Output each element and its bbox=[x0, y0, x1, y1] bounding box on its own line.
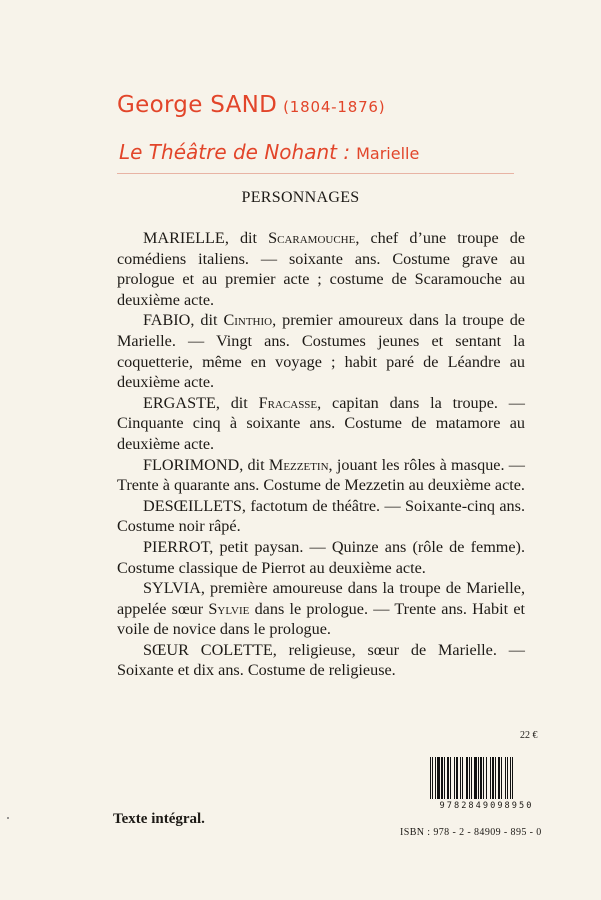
price-label: 22 € bbox=[520, 730, 538, 741]
character-description: , premier amoureux dans la troupe de Marielle. — Vingt ans. Costumes jeunes et sentant la coquetterie, même en voyage ; habit paré de Léandre au deuxième acte. bbox=[117, 311, 525, 392]
barcode-bar bbox=[450, 757, 451, 799]
barcode-bar bbox=[462, 757, 463, 799]
barcode-bar bbox=[486, 757, 487, 799]
barcode-bar bbox=[495, 757, 496, 799]
character-description: , capitan dans la troupe. — Cinquante cinq à soixante ans. Costume de matamore au deuxième acte. bbox=[117, 393, 525, 453]
character-entry: FABIO, dit Cinthio, premier amoureux dans la troupe de Marielle. — Vingt ans. Costumes jeunes et sentant la coquetterie, même en voyage ; habit paré de Léandre au deuxième acte. bbox=[117, 311, 525, 392]
isbn-label: ISBN : 978 - 2 - 84909 - 895 - 0 bbox=[400, 827, 542, 838]
barcode-bar bbox=[466, 757, 468, 799]
barcode-bar bbox=[469, 757, 470, 799]
barcode-bar bbox=[478, 757, 479, 799]
barcode-bar bbox=[512, 757, 513, 799]
barcode-bar bbox=[432, 757, 433, 799]
series-title: Le Théâtre de Nohant : bbox=[119, 140, 351, 164]
barcode-bar bbox=[492, 757, 494, 799]
character-entry bbox=[117, 640, 525, 681]
character-entry bbox=[117, 537, 525, 578]
barcode-bar bbox=[510, 757, 511, 799]
author-dates: (1804-1876) bbox=[283, 98, 386, 116]
character-entry: MARIELLE, dit Scaramouche, chef d’une troupe de comédiens italiens. — soixante ans. Costume grave au prologue et au premier acte ; costume de Scaramouche au deuxième acte. bbox=[117, 229, 526, 309]
character-name: SŒUR COLETTE bbox=[143, 640, 273, 659]
barcode-bar bbox=[441, 757, 443, 799]
barcode bbox=[426, 755, 547, 816]
barcode-bar bbox=[480, 757, 482, 799]
section-heading: PERSONNAGES bbox=[241, 189, 360, 206]
barcode-bar bbox=[447, 757, 449, 799]
barcode-bar bbox=[501, 757, 502, 799]
barcode-bar bbox=[430, 757, 431, 799]
barcode-bar bbox=[444, 757, 445, 799]
book-title bbox=[119, 140, 419, 164]
character-name: MARIELLE bbox=[143, 229, 225, 247]
barcode-bars bbox=[426, 755, 547, 801]
character-entry: SYLVIA, première amoureuse dans la troupe de Marielle, appelée sœur Sylvie dans le prologue. — Trente ans. Habit et voile de novice dans le prologue. bbox=[117, 579, 525, 639]
character-name: FLORIMOND bbox=[143, 455, 240, 474]
title-divider bbox=[117, 173, 514, 174]
barcode-bar bbox=[460, 757, 461, 799]
character-name: DESŒILLETS bbox=[143, 496, 242, 515]
character-name: SYLVIA bbox=[143, 579, 201, 598]
barcode-bar bbox=[498, 757, 500, 799]
barcode-digits: 9782849098950 bbox=[439, 801, 534, 811]
character-entry: ERGASTE, dit Fracasse, capitan dans la troupe. — Cinquante cinq à soixante ans. Costume de matamore au deuxième acte. bbox=[117, 393, 525, 453]
character-alias: Scaramouche bbox=[268, 229, 356, 247]
character-entry bbox=[117, 496, 525, 537]
character-entry: FLORIMOND, dit Mezzetin, jouant les rôles à masque. — Trente à quarante ans. Costume de Mezzetin au deuxième acte. bbox=[117, 455, 525, 495]
character-name: ERGASTE bbox=[143, 393, 216, 412]
barcode-bar bbox=[507, 757, 508, 799]
character-alias: Fracasse bbox=[258, 393, 318, 412]
barcode-bar bbox=[435, 757, 436, 799]
barcode-bar bbox=[490, 757, 491, 799]
character-list bbox=[117, 228, 525, 681]
character-name: PIERROT bbox=[143, 537, 210, 556]
barcode-bar bbox=[437, 757, 440, 799]
character-description: , petit paysan. — Quinze ans (rôle de femme). Costume classique de Pierrot au deuxième acte. bbox=[117, 537, 525, 577]
character-description: , religieuse, sœur de Marielle. — Soixante et dix ans. Costume de religieuse. bbox=[117, 640, 525, 680]
character-alias: Cinthio bbox=[223, 311, 273, 330]
character-alias: Mezzetin bbox=[268, 455, 329, 474]
character-alias: Sylvie bbox=[208, 599, 250, 618]
barcode-bar bbox=[456, 757, 458, 799]
character-name: FABIO bbox=[143, 311, 191, 330]
edition-note: Texte intégral. bbox=[113, 811, 205, 827]
author-line bbox=[117, 92, 385, 118]
volume-title: Marielle bbox=[356, 144, 420, 163]
barcode-bar bbox=[505, 757, 506, 799]
character-description: , factotum de théâtre. — Soixante-cinq ans. Costume noir râpé. bbox=[117, 496, 525, 536]
paper-speck bbox=[7, 817, 9, 819]
character-description: , jouant les rôles à masque. — Trente à quarante ans. Costume de Mezzetin au deuxième acte. bbox=[117, 455, 525, 495]
character-description: dans le prologue. — Trente ans. Habit et voile de novice dans le prologue. bbox=[117, 599, 525, 639]
author-name: George SAND bbox=[117, 92, 278, 118]
barcode-bar bbox=[474, 757, 477, 799]
barcode-bar bbox=[454, 757, 455, 799]
barcode-bar bbox=[483, 757, 484, 799]
character-description: , chef d’une troupe de comédiens italiens. — soixante ans. Costume grave au prologue et au premier acte ; costume de Scaramouche au deuxième acte. bbox=[117, 229, 526, 309]
barcode-bar bbox=[471, 757, 472, 799]
